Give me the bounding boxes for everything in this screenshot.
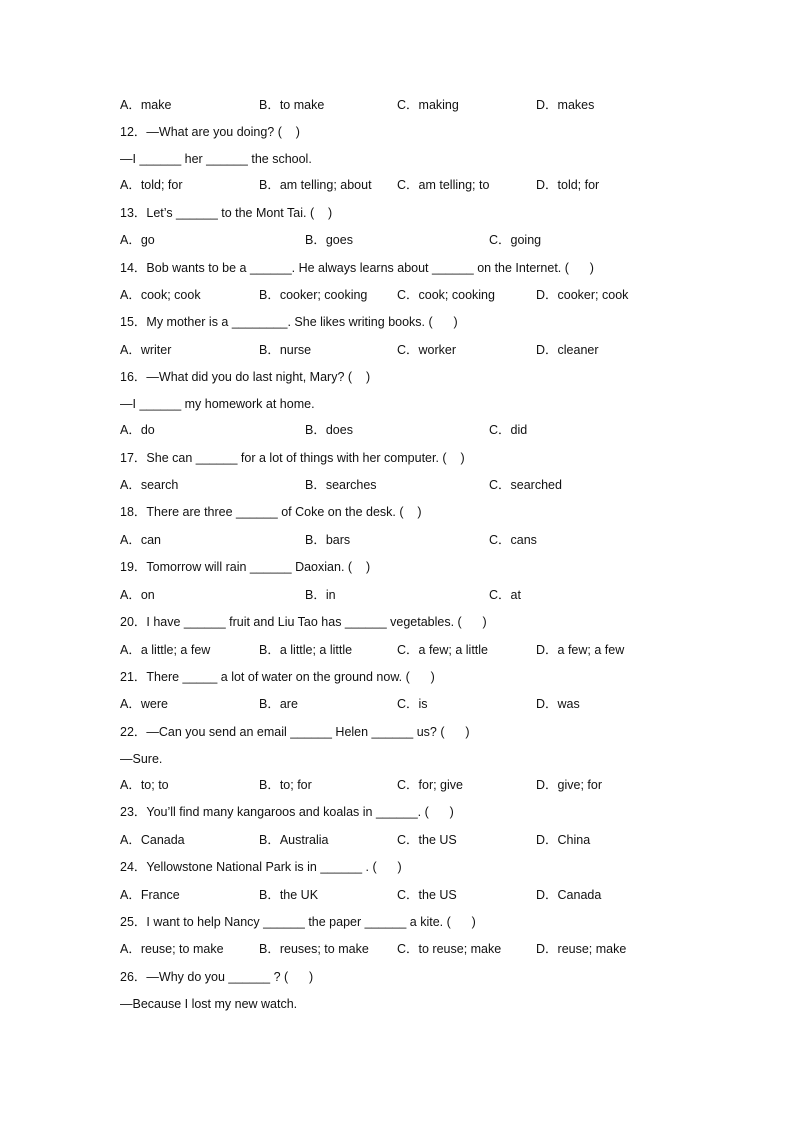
option-c: C．worker (397, 343, 457, 357)
option-b: B．searches (305, 478, 377, 492)
option-b: B．reuses; to make (259, 942, 369, 956)
options-row (120, 586, 754, 604)
options-row (120, 341, 754, 359)
question-stem: 17．She can ______ for a lot of things with her computer. ( ) (120, 451, 465, 465)
option-b: B．cooker; cooking (259, 288, 368, 302)
option-b: B．goes (305, 233, 353, 247)
options-row (120, 176, 754, 194)
option-d: D．China (536, 833, 591, 847)
option-a: A．were (120, 697, 168, 711)
option-b: B．the UK (259, 888, 319, 902)
question-stem: 20．I have ______ fruit and Liu Tao has ______ vegetables. ( ) (120, 615, 487, 629)
options-row (120, 940, 754, 958)
question-stem: 12．—What are you doing? ( ) (120, 125, 300, 139)
option-c: C．did (489, 423, 528, 437)
option-c: C．am telling; to (397, 178, 490, 192)
options-row (120, 231, 754, 249)
option-b: B．are (259, 697, 298, 711)
option-d: D．give; for (536, 778, 602, 792)
option-a: A．writer (120, 343, 172, 357)
option-a: A．cook; cook (120, 288, 201, 302)
question-stem: 25．I want to help Nancy ______ the paper ______ a kite. ( ) (120, 915, 476, 929)
question-stem: 26．—Why do you ______ ? ( ) (120, 970, 314, 984)
options-row (120, 531, 754, 549)
option-d: D．told; for (536, 178, 600, 192)
option-c: C．searched (489, 478, 562, 492)
options-row (120, 695, 754, 713)
question-stem: 19．Tomorrow will rain ______ Daoxian. ( ) (120, 560, 371, 574)
option-a: A．can (120, 533, 161, 547)
option-d: D．Canada (536, 888, 602, 902)
option-c: C．is (397, 697, 428, 711)
options-row (120, 476, 754, 494)
option-c: C．at (489, 588, 521, 602)
options-row (120, 286, 754, 304)
option-a: A．France (120, 888, 180, 902)
option-d: D．makes (536, 98, 595, 112)
option-a: A．go (120, 233, 155, 247)
options-row (120, 641, 754, 659)
option-a: A．make (120, 98, 172, 112)
question-stem: 16．—What did you do last night, Mary? ( ) (120, 370, 371, 384)
option-a: A．a little; a few (120, 643, 211, 657)
option-a: A．search (120, 478, 179, 492)
option-d: D．reuse; make (536, 942, 627, 956)
option-c: C．to reuse; make (397, 942, 502, 956)
question-stem: 18．There are three ______ of Coke on the desk. ( ) (120, 505, 422, 519)
option-c: C．cans (489, 533, 537, 547)
question-stem: 22．—Can you send an email ______ Helen ______ us? ( ) (120, 725, 470, 739)
question-stem: 23．You’ll find many kangaroos and koalas in ______. ( ) (120, 805, 454, 819)
option-c: C．the US (397, 833, 457, 847)
option-c: C．for; give (397, 778, 463, 792)
option-b: B．Australia (259, 833, 329, 847)
option-c: C．going (489, 233, 542, 247)
question-stem: 14．Bob wants to be a ______. He always learns about ______ on the Internet. ( ) (120, 261, 594, 275)
option-c: C．making (397, 98, 459, 112)
question-stem: 21．There _____ a lot of water on the ground now. ( ) (120, 670, 435, 684)
option-b: B．am telling; about (259, 178, 372, 192)
options-row (120, 96, 754, 114)
options-row (120, 776, 754, 794)
option-c: C．a few; a little (397, 643, 489, 657)
question-stem: 15．My mother is a ________. She likes writing books. ( ) (120, 315, 458, 329)
option-a: A．on (120, 588, 155, 602)
option-c: C．the US (397, 888, 457, 902)
options-row (120, 831, 754, 849)
options-row (120, 886, 754, 904)
dialogue-line: —I ______ my homework at home. (120, 397, 315, 411)
option-b: B．bars (305, 533, 351, 547)
option-a: A．told; for (120, 178, 183, 192)
option-b: B．to; for (259, 778, 312, 792)
question-stem: 13．Let’s ______ to the Mont Tai. ( ) (120, 206, 333, 220)
option-d: D．a few; a few (536, 643, 625, 657)
option-d: D．was (536, 697, 580, 711)
option-a: A．do (120, 423, 155, 437)
dialogue-line: —I ______ her ______ the school. (120, 152, 312, 166)
dialogue-line: —Sure. (120, 752, 163, 766)
option-b: B．to make (259, 98, 325, 112)
option-d: D．cleaner (536, 343, 599, 357)
dialogue-line: —Because I lost my new watch. (120, 997, 298, 1011)
option-a: A．reuse; to make (120, 942, 224, 956)
option-b: B．in (305, 588, 336, 602)
options-row (120, 421, 754, 439)
option-b: B．a little; a little (259, 643, 353, 657)
option-b: B．nurse (259, 343, 312, 357)
option-d: D．cooker; cook (536, 288, 629, 302)
option-a: A．Canada (120, 833, 185, 847)
option-b: B．does (305, 423, 353, 437)
option-a: A．to; to (120, 778, 169, 792)
option-c: C．cook; cooking (397, 288, 495, 302)
question-stem: 24．Yellowstone National Park is in ______ . ( ) (120, 860, 402, 874)
